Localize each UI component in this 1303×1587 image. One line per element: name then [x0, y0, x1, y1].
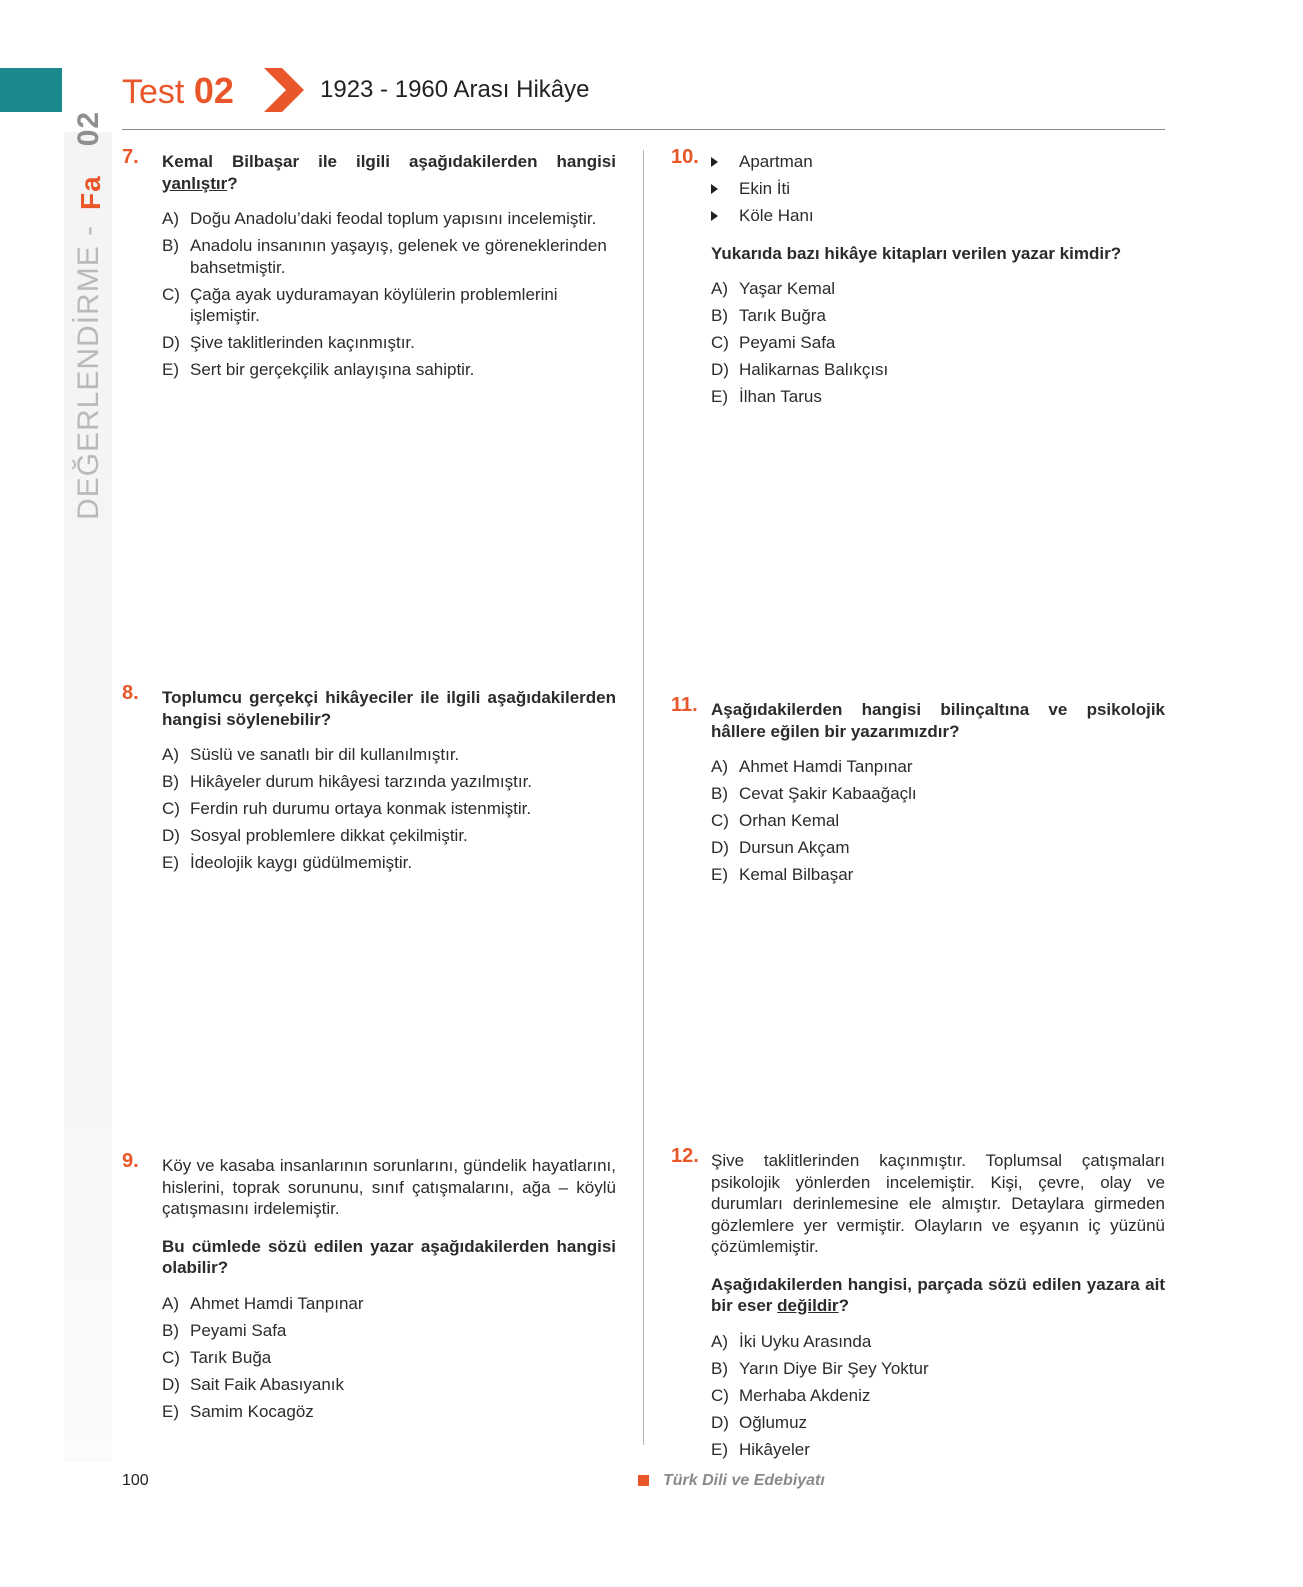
question-stem: Kemal Bilbaşar ile ilgili aşağıdakilerden hangisi yanlıştır?	[162, 152, 616, 193]
question-11	[671, 694, 1165, 891]
option-a[interactable]: A) Doğu Anadolu’daki feodal toplum yapısını incelemiştir.	[162, 209, 597, 228]
side-label-number: 02	[72, 110, 105, 147]
option-c[interactable]: C) Tarık Buğa	[162, 1347, 272, 1367]
option-d[interactable]: D) Dursun Akçam	[711, 838, 850, 857]
option-list	[711, 1331, 1165, 1461]
option-b[interactable]: B) Hikâyeler durum hikâyesi tarzında yazılmıştır.	[162, 772, 533, 791]
option-e[interactable]: E) Sert bir gerçekçilik anlayışına sahiptir.	[162, 360, 475, 379]
option-list	[162, 744, 616, 874]
option-e[interactable]: E) İdeolojik kaygı güdülmemiştir.	[162, 853, 413, 872]
option-b[interactable]: B) Yarın Diye Bir Şey Yoktur	[711, 1358, 929, 1378]
option-e[interactable]: E) Kemal Bilbaşar	[711, 865, 854, 884]
side-label-text: DEĞERLENDİRME -	[72, 224, 105, 520]
question-10	[671, 146, 1165, 413]
question-stem: Yukarıda bazı hikâye kitapları verilen yazar kimdir?	[711, 243, 1122, 263]
question-stem: Aşağıdakilerden hangisi bilinçaltına ve psikolojik hâllere eğilen bir yazarımızdır?	[711, 700, 1165, 741]
svg-text:Fa: Fa	[75, 174, 107, 210]
question-number: 9.	[122, 1150, 139, 1172]
list-item: Ekin İti	[711, 178, 1165, 200]
list-item: Köle Hanı	[711, 205, 1165, 227]
question-12	[671, 1145, 1165, 1466]
chevron-right-icon	[262, 68, 304, 112]
question-stem: Toplumcu gerçekçi hikâyeciler ile ilgili aşağıdakilerden hangisi söylenebilir?	[162, 688, 616, 729]
question-number: 11.	[671, 694, 698, 716]
triangle-bullet-icon	[711, 184, 718, 194]
option-e[interactable]: E) Samim Kocagöz	[162, 1401, 314, 1421]
option-d[interactable]: D) Oğlumuz	[711, 1412, 808, 1432]
option-d[interactable]: D) Sait Faik Abasıyanık	[162, 1374, 345, 1394]
question-9	[122, 1150, 616, 1428]
square-bullet-icon	[638, 1475, 649, 1486]
book-list	[711, 151, 1165, 227]
option-b[interactable]: B) Anadolu insanının yaşayış, gelenek ve göreneklerinden bahsetmiştir.	[162, 236, 607, 277]
triangle-bullet-icon	[711, 211, 718, 221]
header-divider	[122, 129, 1165, 130]
fa-logo-icon	[75, 160, 107, 212]
option-e[interactable]: E) İlhan Tarus	[711, 387, 822, 406]
option-c[interactable]: C) Merhaba Akdeniz	[711, 1385, 871, 1405]
option-c[interactable]: C) Ferdin ruh durumu ortaya konmak istenmiştir.	[162, 799, 532, 818]
book-title: Türk Dili ve Edebiyatı	[663, 1472, 825, 1489]
option-d[interactable]: D) Şive taklitlerinden kaçınmıştır.	[162, 333, 415, 352]
option-a[interactable]: A) Yaşar Kemal	[711, 279, 836, 298]
question-8	[122, 682, 616, 879]
option-b[interactable]: B) Tarık Buğra	[711, 306, 826, 325]
option-a[interactable]: A) Ahmet Hamdi Tanpınar	[711, 757, 913, 776]
option-list	[711, 278, 1165, 408]
option-list	[711, 756, 1165, 886]
page-title: 1923 - 1960 Arası Hikâye	[320, 76, 590, 103]
option-list	[162, 1293, 616, 1423]
list-item: Apartman	[711, 151, 1165, 173]
question-passage: Köy ve kasaba insanlarının sorunlarını, gündelik hayatlarını, hislerini, toprak sorununu, sınıf çatışmalarını, ağa – köylü çatışmasını irdelemiştir.	[162, 1156, 616, 1218]
question-number: 7.	[122, 146, 139, 168]
column-divider	[643, 150, 644, 1445]
option-e[interactable]: E) Hikâyeler	[711, 1439, 810, 1459]
option-d[interactable]: D) Halikarnas Balıkçısı	[711, 360, 889, 379]
question-number: 12.	[671, 1145, 699, 1167]
option-c[interactable]: C) Çağa ayak uyduramayan köylülerin problemlerini işlemiştir.	[162, 284, 558, 325]
option-c[interactable]: C) Peyami Safa	[711, 333, 836, 352]
section-color-tab	[0, 68, 62, 112]
option-a[interactable]: A) Ahmet Hamdi Tanpınar	[162, 1293, 364, 1313]
option-a[interactable]: A) Süslü ve sanatlı bir dil kullanılmıştır.	[162, 745, 460, 764]
question-stem: Bu cümlede sözü edilen yazar aşağıdakilerden hangisi olabilir?	[162, 1236, 616, 1277]
option-d[interactable]: D) Sosyal problemlere dikkat çekilmiştir.	[162, 826, 468, 845]
option-a[interactable]: A) İki Uyku Arasında	[711, 1331, 872, 1351]
triangle-bullet-icon	[711, 157, 718, 167]
question-passage: Şive taklitlerinden kaçınmıştır. Toplumsal çatışmaları psikolojik yönlerden incelemiştir. Kişi, çevre, olay ve durumları derinlemesine ele almıştır. Detaylara girmeden gözlemlere yer vermiştir. Olayların ve eşyanın iç yüzünü çözümlemiştir.	[711, 1151, 1165, 1256]
side-section-label	[64, 110, 112, 532]
question-stem: Aşağıdakilerden hangisi, parçada sözü edilen yazara ait bir eser değildir?	[711, 1274, 1165, 1315]
question-number: 8.	[122, 682, 139, 704]
test-heading	[122, 70, 234, 112]
page-number: 100	[122, 1472, 149, 1489]
question-7	[122, 146, 616, 386]
test-number: 02	[193, 70, 234, 111]
option-b[interactable]: B) Peyami Safa	[162, 1320, 287, 1340]
test-word: Test	[122, 73, 185, 111]
option-list	[162, 208, 616, 381]
option-b[interactable]: B) Cevat Şakir Kabaağaçlı	[711, 784, 917, 803]
option-c[interactable]: C) Orhan Kemal	[711, 811, 840, 830]
question-number: 10.	[671, 146, 699, 168]
